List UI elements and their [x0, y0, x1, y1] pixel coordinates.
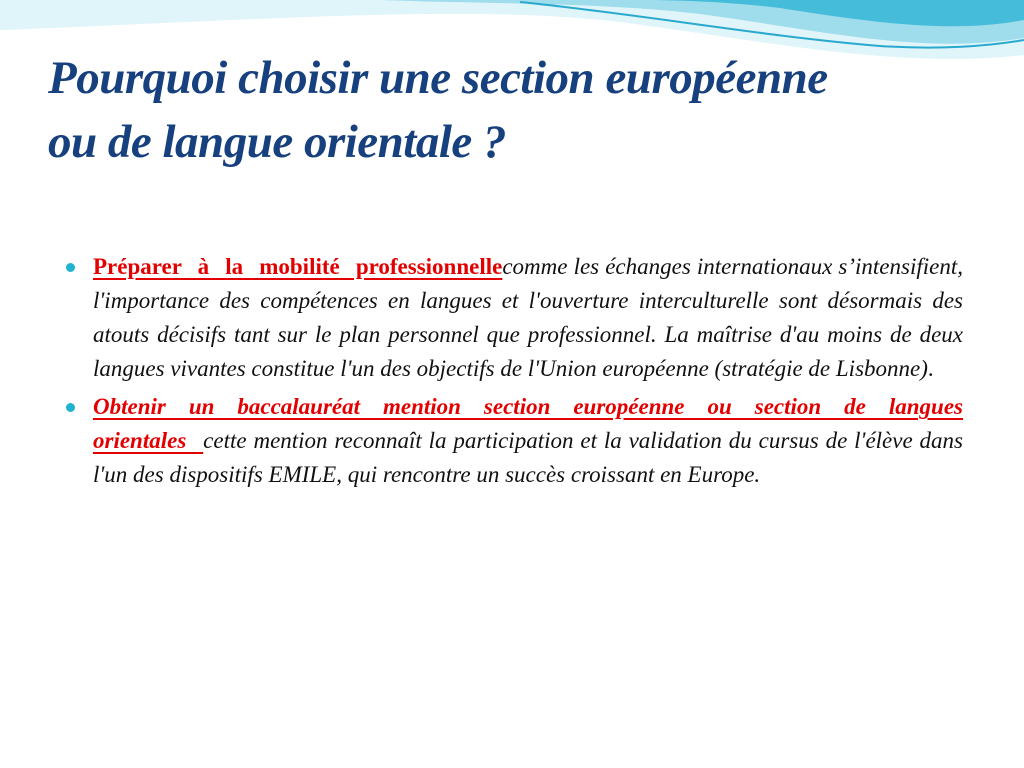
bullet-item-1 [66, 250, 963, 386]
bullet-list [66, 250, 963, 496]
bullet-1-lead: Préparer à la mobilité professionnelle [93, 254, 503, 279]
slide-title-line-2: ou de langue orientale ? [48, 116, 507, 168]
bullet-icon [66, 403, 75, 412]
bullet-icon [66, 263, 75, 272]
slide-title-line-1: Pourquoi choisir une section européenne [48, 52, 828, 104]
bullet-2-lead: Obtenir un baccalauréat mention section européenne ou section de langues orientales [93, 394, 963, 453]
bullet-2-text: cette mention reconnaît la participation et la validation du cursus de l'élève dans l'un des dispositifs EMILE, qui rencontre un succès croissant en Europe. [93, 428, 964, 487]
slide-title [48, 46, 988, 174]
bullet-1-text-end: . [927, 356, 934, 381]
bullet-item-2 [66, 390, 963, 492]
bullet-1-text: comme les échanges internationaux s’intensifient, l'importance des compétences en langues et l'ouverture interculturelle sont désormais des atouts décisifs tant sur le plan personnel que professionnel. La maîtrise d'au moins de deux langues vivantes constitue l'un des objectifs de l'Union européenne (stratégie de Lisbonne) [93, 254, 963, 381]
